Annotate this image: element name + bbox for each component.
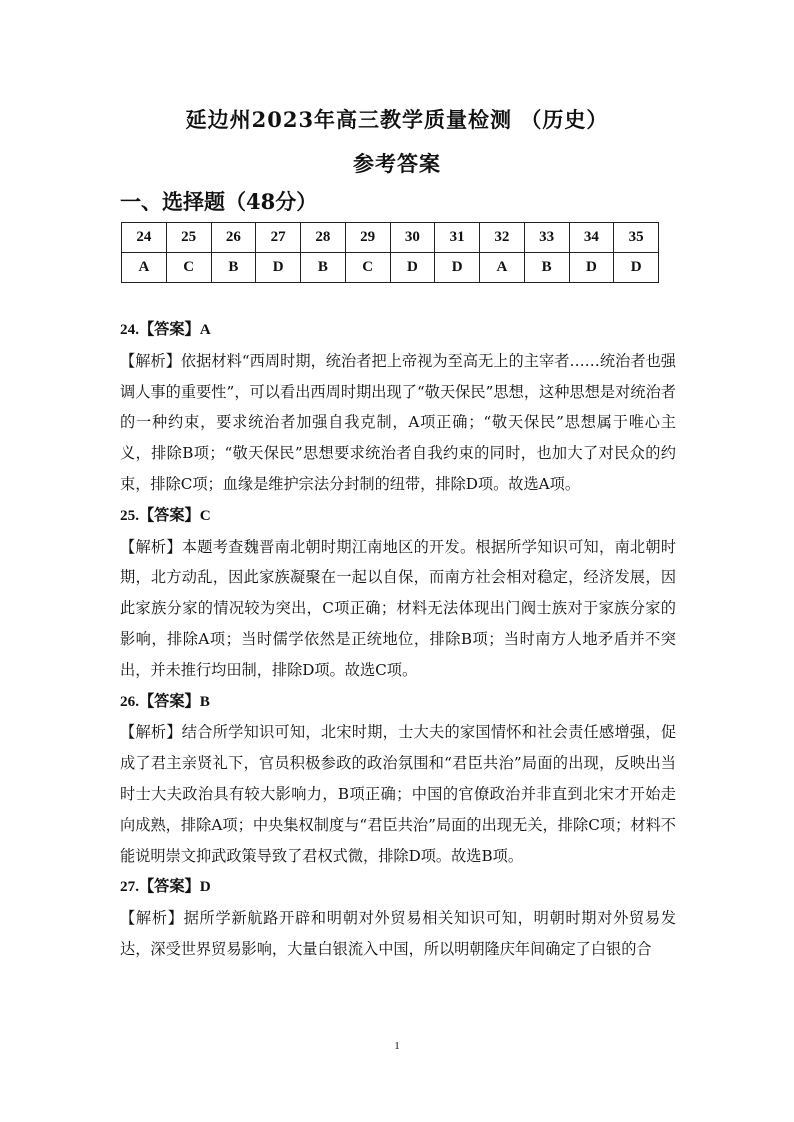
question-number-cell: 30 <box>390 223 435 253</box>
question-number-cell: 34 <box>569 223 614 253</box>
question-number-cell: 31 <box>435 223 480 253</box>
question-number-cell: 25 <box>166 223 211 253</box>
question-27-heading <box>120 871 676 903</box>
question-number-cell: 26 <box>211 223 256 253</box>
question-26-heading <box>120 686 676 718</box>
question-number: 27. <box>120 878 139 896</box>
question-24-heading <box>120 314 676 346</box>
page-number: 1 <box>394 1040 400 1052</box>
answer-explanations <box>120 314 676 965</box>
answer-cell: C <box>345 253 390 283</box>
answer-cell: D <box>569 253 614 283</box>
answer-cell: B <box>524 253 569 283</box>
question-24-explanation: 【解析】依据材料“西周时期，统治者把上帝视为至高无上的主宰者……统治者也强调人事的重要性”，可以看出西周时期出现了“敬天保民”思想，这种思想是对统治者的一种约束，要求统治者加强自我克制，A项正确；“敬天保民”思想属于唯心主义，排除B项；“敬天保民”思想要求统治者自我约束的同时，也加大了对民众的约束，排除C项；血缘是维护宗法分封制的纽带，排除D项。故选A项。 <box>120 351 676 493</box>
answer-cell: C <box>166 253 211 283</box>
question-number-cell: 29 <box>345 223 390 253</box>
answer-cell: A <box>122 253 167 283</box>
question-number-cell: 28 <box>301 223 346 253</box>
answer-label: 【答案】 <box>138 505 200 524</box>
question-25-heading <box>120 500 676 532</box>
question-27-explanation: 【解析】据所学新航路开辟和明朝对外贸易相关知识可知，明朝时期对外贸易发达，深受世界贸易影响，大量白银流入中国，所以明朝隆庆年间确定了白银的合 <box>120 909 676 958</box>
question-number: 26. <box>120 692 139 710</box>
answer-table-numbers-row <box>122 223 659 253</box>
answer-label: 【答案】 <box>138 877 200 896</box>
answer-cell: B <box>211 253 256 283</box>
answer-cell: D <box>256 253 301 283</box>
answer-table <box>121 222 659 283</box>
question-26-explanation: 【解析】结合所学知识可知，北宋时期，士大夫的家国情怀和社会责任感增强，促成了君主亲贤礼下，官员积极参政的政治氛围和“君臣共治”局面的出现，反映出当时士大夫政治具有较大影响力，B项正确；中国的官僚政治并非直到北宋才开始走向成熟，排除A项；中央集权制度与“君臣共治”局面的出现无关，排除C项；材料不能说明崇文抑武政策导致了君权式微，排除D项。故选B项。 <box>120 723 676 865</box>
answer-cell: D <box>390 253 435 283</box>
answer-cell: A <box>480 253 525 283</box>
document-title: 延边州2023年高三教学质量检测 （历史） <box>185 107 609 132</box>
answer-letter: C <box>199 506 211 524</box>
section-title: 一、选择题（48分） <box>120 189 318 214</box>
question-number-cell: 27 <box>256 223 301 253</box>
answer-table-answers-row <box>122 253 659 283</box>
question-number-cell: 33 <box>524 223 569 253</box>
answer-letter: D <box>199 878 211 896</box>
question-25-explanation: 【解析】本题考查魏晋南北朝时期江南地区的开发。根据所学知识可知，南北朝时期，北方动乱，因此家族凝聚在一起以自保，而南方社会相对稳定，经济发展，因此家族分家的情况较为突出，C项正确；材料无法体现出门阀士族对于家族分家的影响，排除A项；当时儒学依然是正统地位，排除B项；当时南方人地矛盾并不突出，并未推行均田制，排除D项。故选C项。 <box>120 537 676 679</box>
answer-cell: D <box>614 253 659 283</box>
answer-letter: A <box>199 321 211 338</box>
question-number: 25. <box>120 506 139 524</box>
answer-cell: D <box>435 253 480 283</box>
question-number-cell: 24 <box>122 223 167 253</box>
question-number-cell: 32 <box>480 223 525 253</box>
document-subtitle: 参考答案 <box>353 151 441 176</box>
answer-cell: B <box>301 253 346 283</box>
answer-letter: B <box>199 692 210 710</box>
answer-label: 【答案】 <box>138 691 200 710</box>
answer-label: 【答案】 <box>138 320 200 338</box>
question-number: 24. <box>120 321 139 338</box>
question-number-cell: 35 <box>614 223 659 253</box>
